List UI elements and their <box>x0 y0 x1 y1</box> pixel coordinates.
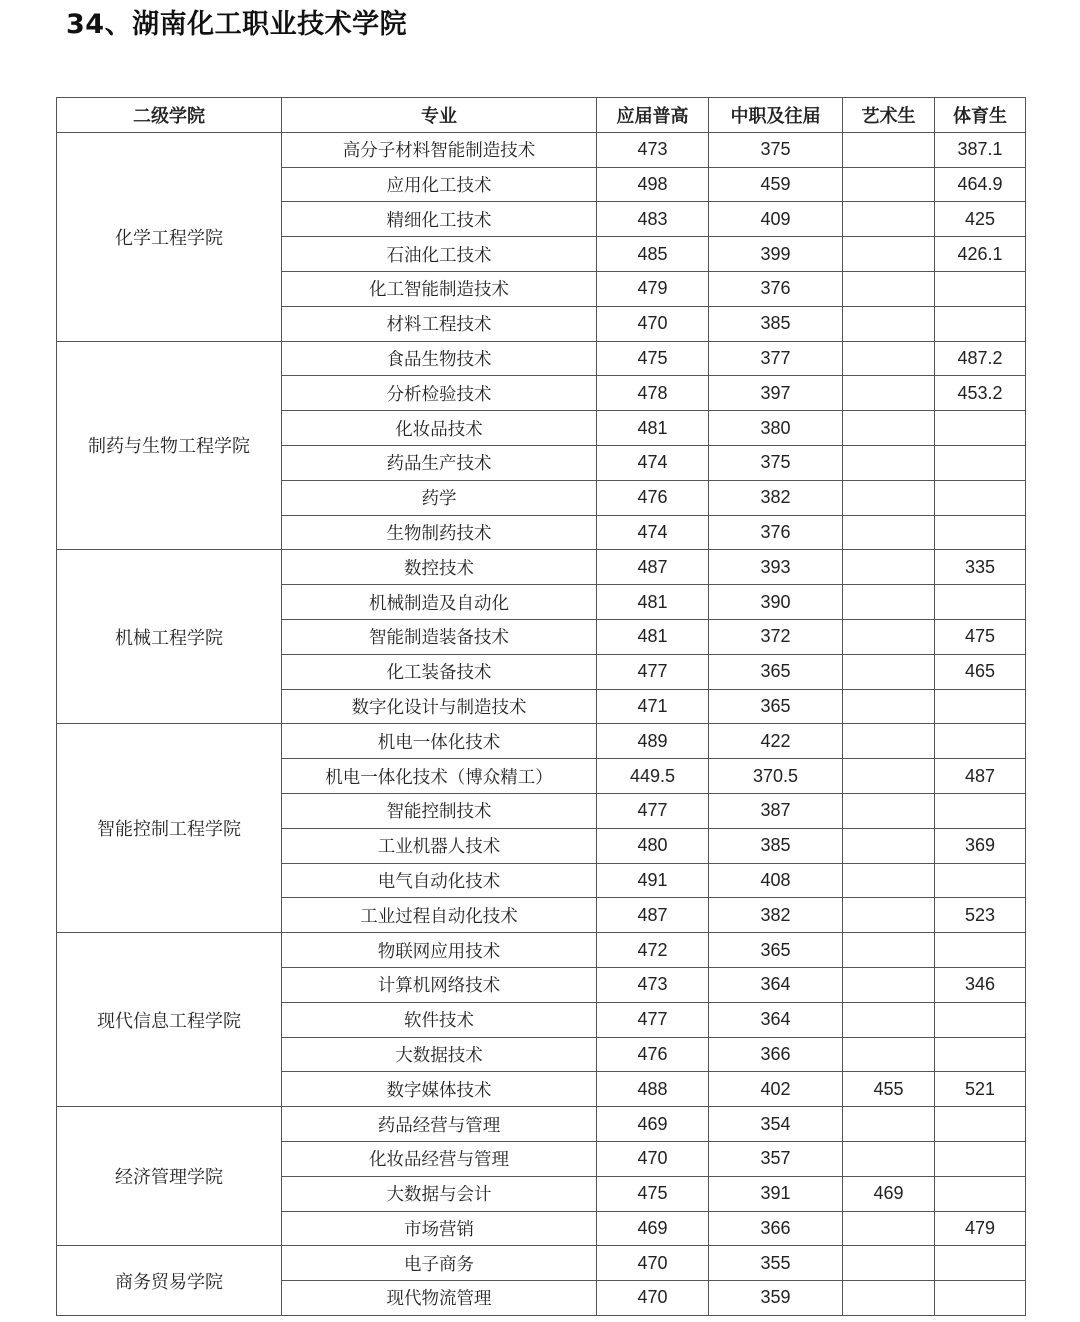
yishu-score-cell <box>843 967 935 1002</box>
putong-score-cell: 485 <box>597 237 709 272</box>
yishu-score-cell <box>843 1211 935 1246</box>
putong-score-cell: 470 <box>597 1141 709 1176</box>
zhongzhi-score-cell: 357 <box>709 1141 843 1176</box>
table-row <box>57 550 1026 585</box>
yishu-score-cell <box>843 654 935 689</box>
tiyu-score-cell <box>935 306 1026 341</box>
tiyu-score-cell: 487 <box>935 759 1026 794</box>
table-row <box>57 724 1026 759</box>
header-tiyu: 体育生 <box>935 98 1026 133</box>
putong-score-cell: 474 <box>597 445 709 480</box>
yishu-score-cell <box>843 1037 935 1072</box>
major-cell: 食品生物技术 <box>282 341 597 376</box>
yishu-score-cell <box>843 863 935 898</box>
major-cell: 应用化工技术 <box>282 167 597 202</box>
yishu-score-cell <box>843 341 935 376</box>
zhongzhi-score-cell: 397 <box>709 376 843 411</box>
putong-score-cell: 498 <box>597 167 709 202</box>
yishu-score-cell <box>843 306 935 341</box>
major-cell: 材料工程技术 <box>282 306 597 341</box>
tiyu-score-cell <box>935 724 1026 759</box>
zhongzhi-score-cell: 385 <box>709 306 843 341</box>
yishu-score-cell: 469 <box>843 1176 935 1211</box>
yishu-score-cell <box>843 1246 935 1281</box>
putong-score-cell: 475 <box>597 341 709 376</box>
zhongzhi-score-cell: 370.5 <box>709 759 843 794</box>
major-cell: 软件技术 <box>282 1002 597 1037</box>
yishu-score-cell <box>843 132 935 167</box>
putong-score-cell: 475 <box>597 1176 709 1211</box>
tiyu-score-cell <box>935 1107 1026 1142</box>
header-zhongzhi: 中职及往届 <box>709 98 843 133</box>
zhongzhi-score-cell: 409 <box>709 202 843 237</box>
tiyu-score-cell <box>935 1141 1026 1176</box>
zhongzhi-score-cell: 399 <box>709 237 843 272</box>
zhongzhi-score-cell: 372 <box>709 619 843 654</box>
tiyu-score-cell: 465 <box>935 654 1026 689</box>
zhongzhi-score-cell: 377 <box>709 341 843 376</box>
tiyu-score-cell: 387.1 <box>935 132 1026 167</box>
header-putong: 应届普高 <box>597 98 709 133</box>
yishu-score-cell <box>843 1002 935 1037</box>
tiyu-score-cell: 475 <box>935 619 1026 654</box>
putong-score-cell: 470 <box>597 306 709 341</box>
tiyu-score-cell: 425 <box>935 202 1026 237</box>
zhongzhi-score-cell: 393 <box>709 550 843 585</box>
zhongzhi-score-cell: 422 <box>709 724 843 759</box>
table-body <box>57 132 1026 1315</box>
major-cell: 市场营销 <box>282 1211 597 1246</box>
tiyu-score-cell: 521 <box>935 1072 1026 1107</box>
major-cell: 药品经营与管理 <box>282 1107 597 1142</box>
tiyu-score-cell <box>935 1037 1026 1072</box>
table-row <box>57 132 1026 167</box>
zhongzhi-score-cell: 365 <box>709 654 843 689</box>
tiyu-score-cell <box>935 1281 1026 1316</box>
putong-score-cell: 478 <box>597 376 709 411</box>
tiyu-score-cell: 346 <box>935 967 1026 1002</box>
major-cell: 数字化设计与制造技术 <box>282 689 597 724</box>
zhongzhi-score-cell: 365 <box>709 689 843 724</box>
yishu-score-cell <box>843 237 935 272</box>
zhongzhi-score-cell: 354 <box>709 1107 843 1142</box>
zhongzhi-score-cell: 390 <box>709 585 843 620</box>
major-cell: 计算机网络技术 <box>282 967 597 1002</box>
putong-score-cell: 471 <box>597 689 709 724</box>
putong-score-cell: 477 <box>597 1002 709 1037</box>
major-cell: 现代物流管理 <box>282 1281 597 1316</box>
major-cell: 工业机器人技术 <box>282 828 597 863</box>
yishu-score-cell <box>843 724 935 759</box>
tiyu-score-cell: 487.2 <box>935 341 1026 376</box>
putong-score-cell: 477 <box>597 793 709 828</box>
zhongzhi-score-cell: 459 <box>709 167 843 202</box>
admission-score-table <box>56 97 1026 1316</box>
zhongzhi-score-cell: 366 <box>709 1037 843 1072</box>
tiyu-score-cell <box>935 585 1026 620</box>
table-row <box>57 1107 1026 1142</box>
putong-score-cell: 473 <box>597 967 709 1002</box>
zhongzhi-score-cell: 408 <box>709 863 843 898</box>
yishu-score-cell <box>843 202 935 237</box>
zhongzhi-score-cell: 376 <box>709 271 843 306</box>
yishu-score-cell <box>843 1141 935 1176</box>
tiyu-score-cell <box>935 271 1026 306</box>
yishu-score-cell <box>843 515 935 550</box>
yishu-score-cell <box>843 793 935 828</box>
major-cell: 生物制药技术 <box>282 515 597 550</box>
putong-score-cell: 483 <box>597 202 709 237</box>
tiyu-score-cell: 369 <box>935 828 1026 863</box>
college-cell: 现代信息工程学院 <box>57 933 282 1107</box>
major-cell: 大数据与会计 <box>282 1176 597 1211</box>
yishu-score-cell: 455 <box>843 1072 935 1107</box>
college-cell: 化学工程学院 <box>57 132 282 341</box>
major-cell: 智能制造装备技术 <box>282 619 597 654</box>
zhongzhi-score-cell: 365 <box>709 933 843 968</box>
tiyu-score-cell <box>935 689 1026 724</box>
major-cell: 石油化工技术 <box>282 237 597 272</box>
major-cell: 机电一体化技术（博众精工） <box>282 759 597 794</box>
zhongzhi-score-cell: 380 <box>709 411 843 446</box>
tiyu-score-cell <box>935 933 1026 968</box>
table-row <box>57 341 1026 376</box>
tiyu-score-cell <box>935 515 1026 550</box>
header-major: 专业 <box>282 98 597 133</box>
yishu-score-cell <box>843 445 935 480</box>
yishu-score-cell <box>843 619 935 654</box>
table-header-row <box>57 98 1026 133</box>
major-cell: 药品生产技术 <box>282 445 597 480</box>
college-cell: 智能控制工程学院 <box>57 724 282 933</box>
yishu-score-cell <box>843 167 935 202</box>
putong-score-cell: 479 <box>597 271 709 306</box>
putong-score-cell: 477 <box>597 654 709 689</box>
yishu-score-cell <box>843 828 935 863</box>
major-cell: 电气自动化技术 <box>282 863 597 898</box>
putong-score-cell: 488 <box>597 1072 709 1107</box>
putong-score-cell: 474 <box>597 515 709 550</box>
major-cell: 化妆品技术 <box>282 411 597 446</box>
putong-score-cell: 472 <box>597 933 709 968</box>
tiyu-score-cell <box>935 863 1026 898</box>
zhongzhi-score-cell: 385 <box>709 828 843 863</box>
putong-score-cell: 470 <box>597 1246 709 1281</box>
table-row <box>57 933 1026 968</box>
zhongzhi-score-cell: 376 <box>709 515 843 550</box>
yishu-score-cell <box>843 689 935 724</box>
zhongzhi-score-cell: 391 <box>709 1176 843 1211</box>
major-cell: 分析检验技术 <box>282 376 597 411</box>
major-cell: 数控技术 <box>282 550 597 585</box>
tiyu-score-cell: 453.2 <box>935 376 1026 411</box>
yishu-score-cell <box>843 271 935 306</box>
zhongzhi-score-cell: 382 <box>709 898 843 933</box>
yishu-score-cell <box>843 898 935 933</box>
header-yishu: 艺术生 <box>843 98 935 133</box>
putong-score-cell: 476 <box>597 1037 709 1072</box>
putong-score-cell: 469 <box>597 1107 709 1142</box>
yishu-score-cell <box>843 933 935 968</box>
putong-score-cell: 481 <box>597 619 709 654</box>
major-cell: 智能控制技术 <box>282 793 597 828</box>
tiyu-score-cell <box>935 1176 1026 1211</box>
tiyu-score-cell: 479 <box>935 1211 1026 1246</box>
major-cell: 化工智能制造技术 <box>282 271 597 306</box>
putong-score-cell: 470 <box>597 1281 709 1316</box>
yishu-score-cell <box>843 411 935 446</box>
zhongzhi-score-cell: 375 <box>709 445 843 480</box>
major-cell: 化妆品经营与管理 <box>282 1141 597 1176</box>
zhongzhi-score-cell: 355 <box>709 1246 843 1281</box>
zhongzhi-score-cell: 375 <box>709 132 843 167</box>
major-cell: 电子商务 <box>282 1246 597 1281</box>
putong-score-cell: 476 <box>597 480 709 515</box>
tiyu-score-cell <box>935 445 1026 480</box>
putong-score-cell: 469 <box>597 1211 709 1246</box>
college-cell: 制药与生物工程学院 <box>57 341 282 550</box>
tiyu-score-cell <box>935 1246 1026 1281</box>
zhongzhi-score-cell: 364 <box>709 967 843 1002</box>
major-cell: 数字媒体技术 <box>282 1072 597 1107</box>
major-cell: 机械制造及自动化 <box>282 585 597 620</box>
yishu-score-cell <box>843 1107 935 1142</box>
yishu-score-cell <box>843 550 935 585</box>
major-cell: 工业过程自动化技术 <box>282 898 597 933</box>
putong-score-cell: 480 <box>597 828 709 863</box>
putong-score-cell: 481 <box>597 585 709 620</box>
college-cell: 经济管理学院 <box>57 1107 282 1246</box>
tiyu-score-cell: 464.9 <box>935 167 1026 202</box>
yishu-score-cell <box>843 585 935 620</box>
yishu-score-cell <box>843 759 935 794</box>
major-cell: 机电一体化技术 <box>282 724 597 759</box>
putong-score-cell: 491 <box>597 863 709 898</box>
major-cell: 高分子材料智能制造技术 <box>282 132 597 167</box>
putong-score-cell: 481 <box>597 411 709 446</box>
tiyu-score-cell <box>935 793 1026 828</box>
zhongzhi-score-cell: 382 <box>709 480 843 515</box>
yishu-score-cell <box>843 1281 935 1316</box>
yishu-score-cell <box>843 480 935 515</box>
putong-score-cell: 487 <box>597 898 709 933</box>
college-cell: 商务贸易学院 <box>57 1246 282 1316</box>
zhongzhi-score-cell: 364 <box>709 1002 843 1037</box>
major-cell: 精细化工技术 <box>282 202 597 237</box>
zhongzhi-score-cell: 366 <box>709 1211 843 1246</box>
tiyu-score-cell: 426.1 <box>935 237 1026 272</box>
major-cell: 物联网应用技术 <box>282 933 597 968</box>
putong-score-cell: 487 <box>597 550 709 585</box>
tiyu-score-cell <box>935 1002 1026 1037</box>
tiyu-score-cell: 335 <box>935 550 1026 585</box>
table-row <box>57 1246 1026 1281</box>
zhongzhi-score-cell: 359 <box>709 1281 843 1316</box>
page-title: 34、湖南化工职业技术学院 <box>66 9 408 40</box>
major-cell: 药学 <box>282 480 597 515</box>
putong-score-cell: 449.5 <box>597 759 709 794</box>
zhongzhi-score-cell: 387 <box>709 793 843 828</box>
tiyu-score-cell: 523 <box>935 898 1026 933</box>
putong-score-cell: 489 <box>597 724 709 759</box>
zhongzhi-score-cell: 402 <box>709 1072 843 1107</box>
major-cell: 大数据技术 <box>282 1037 597 1072</box>
yishu-score-cell <box>843 376 935 411</box>
putong-score-cell: 473 <box>597 132 709 167</box>
tiyu-score-cell <box>935 480 1026 515</box>
major-cell: 化工装备技术 <box>282 654 597 689</box>
tiyu-score-cell <box>935 411 1026 446</box>
header-college: 二级学院 <box>57 98 282 133</box>
college-cell: 机械工程学院 <box>57 550 282 724</box>
